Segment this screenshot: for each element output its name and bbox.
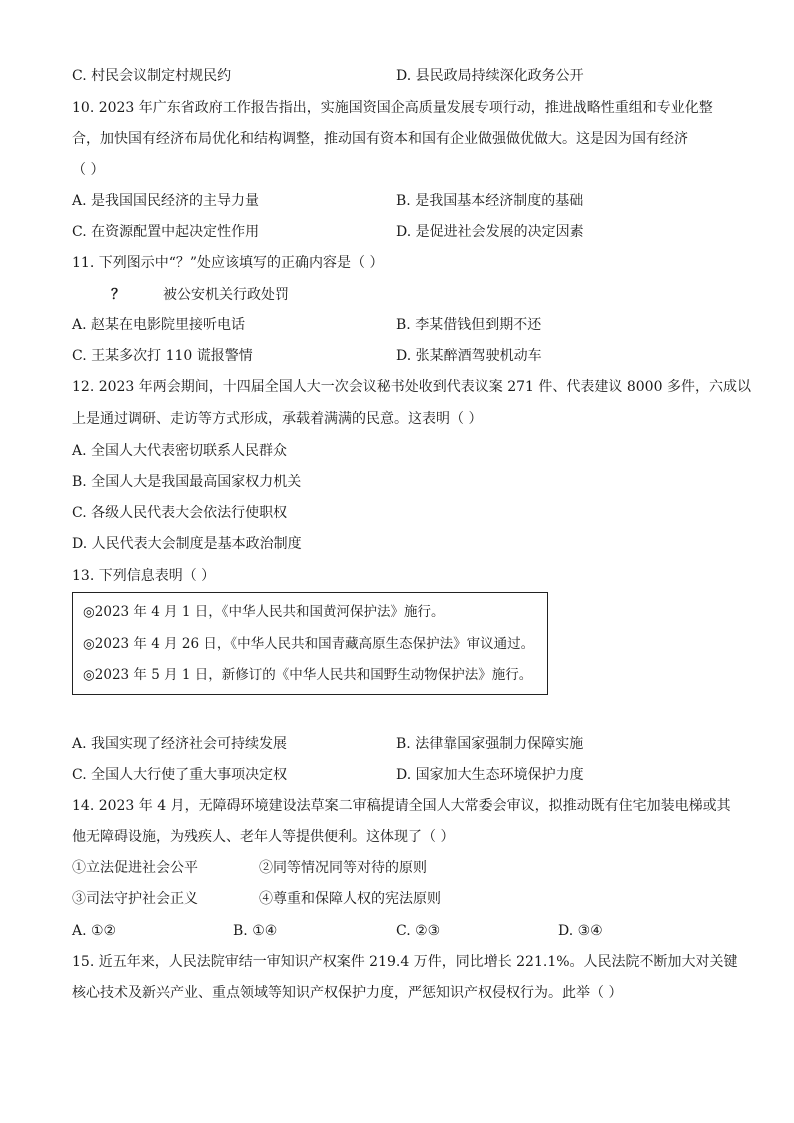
q12-stem-line1: 12. 2023 年两会期间，十四届全国人大一次会议秘书处收到代表议案 271 件、代表建议 8000 多件，六成以: [72, 379, 751, 395]
q12-option-d: D. 人民代表大会制度是基本政治制度: [72, 536, 302, 552]
q10-stem-line1: 10. 2023 年广东省政府工作报告指出，实施国资国企高质量发展专项行动，推进战略性重组和专业化整: [72, 100, 713, 116]
q11-diagram-question-mark: ？: [111, 287, 125, 303]
q13-option-a: A. 我国实现了经济社会可持续发展: [72, 736, 288, 752]
q14-option-b: B. ①④: [233, 923, 278, 939]
q11-diagram-text: 被公安机关行政处罚: [163, 287, 289, 303]
q15-stem-line2: 核心技术及新兴产业、重点领域等知识产权保护力度，严惩知识产权侵权行为。此举（ ）: [72, 985, 623, 1001]
q11-option-c: C. 王某多次打 110 谎报警情: [72, 348, 253, 364]
q9-option-c: C. 村民会议制定村规民约: [72, 68, 232, 84]
q12-stem-line2: 上是通过调研、走访等方式形成，承载着满满的民意。这表明（ ）: [72, 411, 483, 427]
q14-stem-line2: 他无障碍设施，为残疾人、老年人等提供便利。这体现了（ ）: [72, 829, 455, 845]
q14-item-3: ③司法守护社会正义: [72, 891, 198, 907]
q13-option-b: B. 法律靠国家强制力保障实施: [396, 736, 584, 752]
q13-option-d: D. 国家加大生态环境保护力度: [396, 767, 584, 783]
q10-option-c: C. 在资源配置中起决定性作用: [72, 224, 260, 240]
q11-option-a: A. 赵某在电影院里接听电话: [72, 317, 246, 333]
q14-item-1: ①立法促进社会公平: [72, 860, 198, 876]
q13-info-line-2: ◎2023 年 4 月 26 日，《中华人民共和国青藏高原生态保护法》审议通过。: [83, 636, 535, 652]
q10-option-b: B. 是我国基本经济制度的基础: [396, 193, 584, 209]
q9-option-d: D. 县民政局持续深化政务公开: [396, 68, 584, 84]
q13-stem: 13. 下列信息表明（ ）: [72, 568, 216, 584]
q10-option-a: A. 是我国国民经济的主导力量: [72, 193, 260, 209]
q13-info-box: [72, 592, 548, 695]
q14-stem-line1: 14. 2023 年 4 月，无障碍环境建设法草案二审稿提请全国人大常委会审议，拟推动既有住宅加装电梯或其: [72, 798, 731, 814]
q11-option-d: D. 张某醉酒驾驶机动车: [396, 348, 542, 364]
q10-stem-line2: 合，加快国有经济布局优化和结构调整，推动国有资本和国有企业做强做优做大。这是因为国有经济: [72, 131, 688, 147]
q11-option-b: B. 李某借钱但到期不还: [396, 317, 542, 333]
q13-option-c: C. 全国人大行使了重大事项决定权: [72, 767, 288, 783]
q12-option-b: B. 全国人大是我国最高国家权力机关: [72, 474, 302, 490]
q13-info-line-1: ◎2023 年 4 月 1 日，《中华人民共和国黄河保护法》施行。: [83, 604, 445, 620]
q11-stem: 11. 下列图示中“？”处应该填写的正确内容是（ ）: [72, 255, 384, 271]
q13-info-line-3: ◎2023 年 5 月 1 日，新修订的《中华人民共和国野生动物保护法》施行。: [83, 667, 533, 683]
q14-option-d: D. ③④: [558, 923, 603, 939]
q14-option-a: A. ①②: [72, 923, 117, 939]
q14-option-c: C. ②③: [396, 923, 441, 939]
q14-item-2: ②同等情况同等对待的原则: [259, 860, 427, 876]
q14-item-4: ④尊重和保障人权的宪法原则: [259, 891, 441, 907]
q12-option-a: A. 全国人大代表密切联系人民群众: [72, 443, 288, 459]
q15-stem-line1: 15. 近五年来，人民法院审结一审知识产权案件 219.4 万件，同比增长 221.1%。人民法院不断加大对关键: [72, 954, 738, 970]
q10-option-d: D. 是促进社会发展的决定因素: [396, 224, 584, 240]
q12-option-c: C. 各级人民代表大会依法行使职权: [72, 505, 288, 521]
q10-answer-blank: （ ）: [72, 162, 105, 178]
